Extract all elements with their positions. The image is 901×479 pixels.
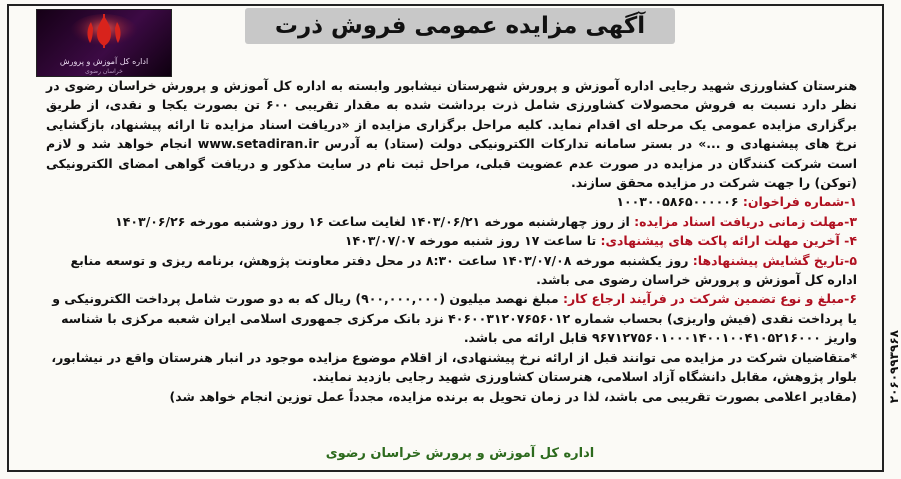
ad-title: آگهی مزایده عمومی فروش ذرت [274,13,646,39]
item-text: تا ساعت ۱۷ روز شنبه مورخه ۱۴۰۳/۰۷/۰۷ [344,233,601,249]
item-label: ۶-مبلغ و نوع تضمین شرکت در فرآیند ارجاع کار: [562,291,857,307]
quantity-note: (مقادیر اعلامی بصورت تقریبی می باشد، لذا در زمان تحویل به برنده مزایده، مجدداً عمل توزین انجام خواهد شد) [169,388,857,404]
item-document-deadline [46,212,857,231]
item-text: ۱۰۰۳۰۰۵۸۶۵۰۰۰۰۰۶ [616,194,743,210]
item-guarantee [46,289,857,347]
emblem-subtitle: خراسان رضوی [85,68,123,75]
iran-emblem-icon [37,10,171,76]
item-label: ۴- آخرین مهلت ارائه پاکت های پیشنهادی: [600,233,857,249]
item-call-number [46,192,857,211]
ad-header [245,8,675,44]
item-label: ۳-مهلت زمانی دریافت اسناد مزایده: [634,213,857,229]
emblem-title: اداره کل آموزش و پرورش [59,57,149,66]
item-submission-deadline [46,231,857,250]
item-opening-date [46,251,857,290]
item-label: ۱-شماره فراخوان: [742,194,857,210]
side-reference-code: ۲۰۶۰۹۹۳۹۶۸ [887,330,901,404]
item-label: ۵-تاریخ گشایش پیشنهادها: [692,252,857,268]
item-text: روز یکشنبه مورخه ۱۴۰۳/۰۷/۰۸ ساعت ۸:۳۰ در محل دفتر معاونت پژوهش، برنامه ریزی و توسعه منابع اداره کل آموزش و پرورش خراسان رضوی می باشد. [70,252,857,288]
ad-footer-signature: اداره کل آموزش و پرورش خراسان رضوی [325,446,595,461]
visit-note: *متقاضیان شرکت در مزایده می توانند قبل از ارائه نرخ پیشنهادی، از اقلام موضوع مزایده موجود در انبار هنرستان واقع در نیشابور، بلوار پژوهش، مقابل دانشگاه آزاد اسلامی، هنرستان کشاورزی شهید رجایی بازدید نمایند. [51,349,857,385]
intro-paragraph: هنرستان کشاورزی شهید رجایی اداره آموزش و پرورش شهرستان نیشابور وابسته به اداره کل آموزش و پرورش خراسان رضوی در نظر دارد نسبت به فروش محصولات کشاورزی شامل ذرت برداشت شده به مقدار تقریبی ۶۰۰ تن بصورت یکجا و نقدی، از طریق برگزاری مزایده عمومی یک مرحله ای اقدام نماید. کلیه مراحل برگزاری مزایده از «دریافت اسناد مزایده تا ارائه پیشنهاد، بازگشایی نرخ های پیشنهادی و ...» در بستر سامانه تدارکات الکترونیکی دولت (ستاد) به آدرس www.setadiran.ir انجام خواهد شد و لازم است شرکت کنندگان در مزایده در صورت عدم عضویت قبلی، مراحل ثبت نام در سایت مذکور و دریافت گواهی امضای الکترونیکی (توکن) را جهت شرکت در مزایده محقق سازند. [46,78,857,191]
item-text: مبلغ نهصد میلیون (۹۰۰,۰۰۰,۰۰۰) ریال که به دو صورت شامل پرداخت الکترونیکی و یا پرداخت نقدی (فیش واریزی) بحساب شماره ۴۰۶۰۰۳۱۲۰۷۶۵۶۰۱۲ نزد بانک مرکزی جمهوری اسلامی ایران شعبه مرکزی با شناسه واریز ۹۶۷۱۲۷۵۶۰۱۰۰۰۱۴۰۰۱۰۰۴۱۰۵۲۱۶۰۰۰ قابل ارائه می باشد. [52,291,857,346]
item-text: از روز چهارشنبه مورخه ۱۴۰۳/۰۶/۲۱ لغایت ساعت ۱۶ روز دوشنبه مورخه ۱۴۰۳/۰۶/۲۶ [115,213,635,229]
emblem-box [36,9,172,77]
ad-body [46,76,857,406]
